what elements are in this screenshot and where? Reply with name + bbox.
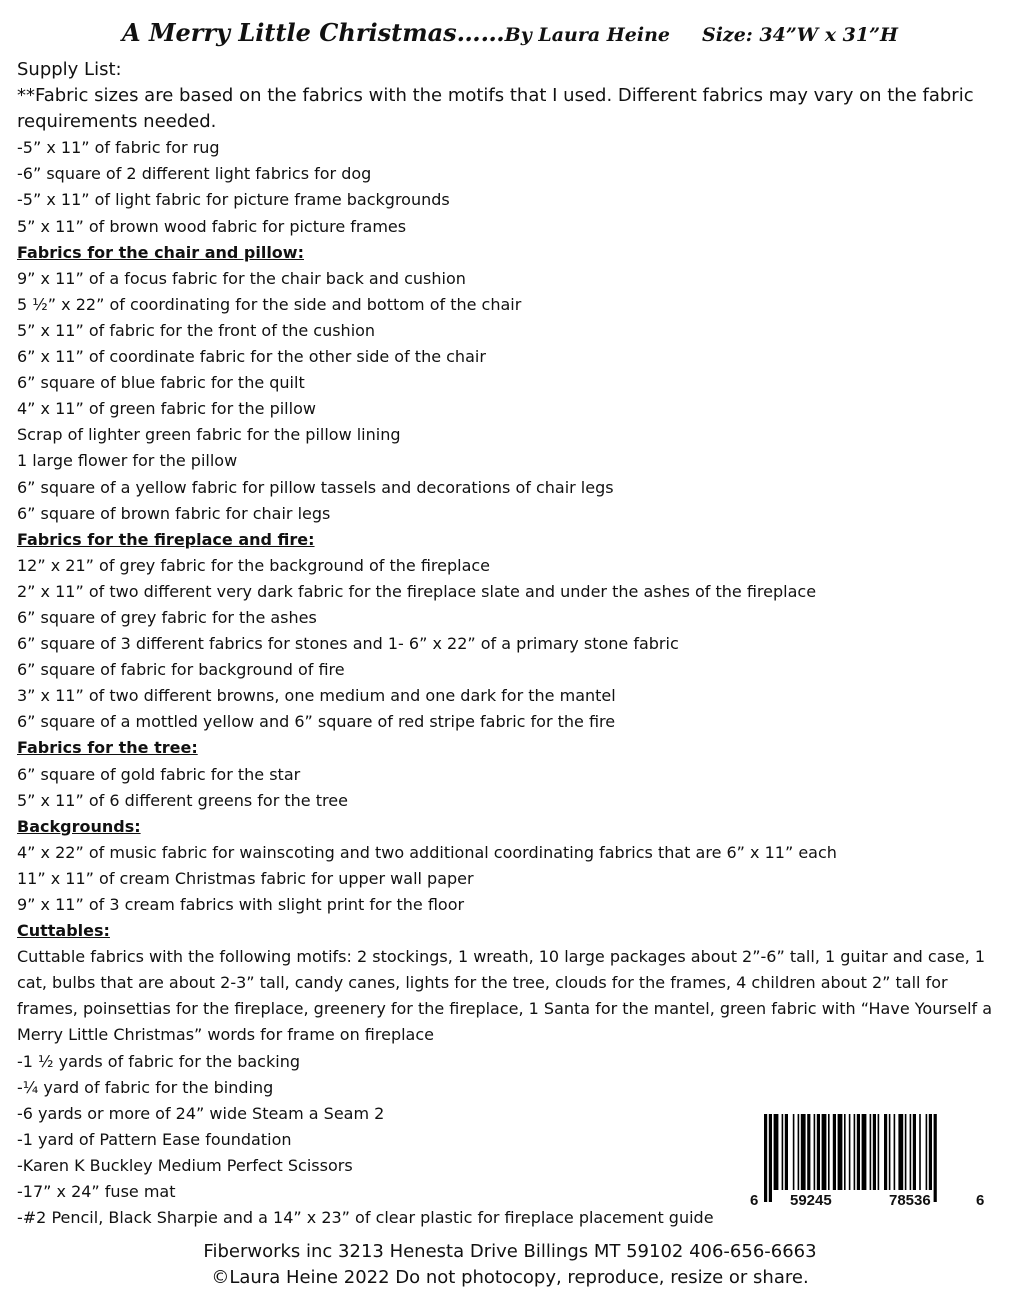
barcode-bar [894, 1114, 896, 1190]
barcode-bar [814, 1114, 816, 1190]
barcode-bar [929, 1114, 932, 1190]
barcode-bar [807, 1114, 810, 1190]
barcode-bar [793, 1114, 795, 1190]
list-item: -17” x 24” fuse mat [17, 1182, 176, 1202]
list-item: 4” x 22” of music fabric for wainscoting and two additional coordinating fabrics that are 6” x 11” each [17, 842, 837, 862]
list-item: 4” x 11” of green fabric for the pillow [17, 399, 316, 419]
barcode-bar [926, 1114, 928, 1190]
barcode-bar [822, 1114, 827, 1190]
barcode-bar [862, 1114, 867, 1190]
general-supplies [17, 135, 1002, 239]
barcode-group-1: 59245 [790, 1192, 832, 1209]
fireplace-supplies [17, 553, 1002, 736]
supply-list-heading: Supply List: [17, 59, 122, 80]
barcode-bar [782, 1114, 784, 1190]
list-item: 3” x 11” of two different browns, one medium and one dark for the mantel [17, 686, 616, 706]
barcode-bar [828, 1114, 830, 1190]
fabric-note: **Fabric sizes are based on the fabrics with the motifs that I used. Different fabrics may vary on the fabric requirements needed. [17, 85, 974, 133]
tree-supplies [17, 762, 1002, 814]
list-item: -5” x 11” of light fabric for picture frame backgrounds [17, 190, 450, 210]
chair-supplies [17, 266, 1002, 527]
list-item: 6” square of a mottled yellow and 6” square of red stripe fabric for the fire [17, 712, 616, 732]
barcode-bar [833, 1114, 836, 1190]
barcode-bar [873, 1114, 876, 1190]
list-item: 1 large flower for the pillow [17, 451, 238, 471]
list-item: -6” square of 2 different light fabrics for dog [17, 164, 372, 184]
barcode-bar [769, 1114, 772, 1202]
barcode-bar [878, 1114, 880, 1190]
list-item: 9” x 11” of a focus fabric for the chair back and cushion [17, 268, 466, 288]
barcode-bar [905, 1114, 907, 1190]
publisher-address: Fiberworks inc 3213 Henesta Drive Billings MT 59102 406-656-6663 [203, 1241, 817, 1262]
list-item: 6” x 11” of coordinate fabric for the other side of the chair [17, 347, 486, 367]
barcode-bar [934, 1114, 937, 1202]
barcode-bar [857, 1114, 860, 1190]
barcode-bar [838, 1114, 843, 1190]
list-item: 6” square of a yellow fabric for pillow tassels and decorations of chair legs [17, 477, 614, 497]
list-item: -6 yards or more of 24” wide Steam a Seam 2 [17, 1103, 385, 1123]
list-item: 5 ½” x 22” of coordinating for the side and bottom of the chair [17, 294, 522, 314]
barcode-bar [910, 1114, 912, 1190]
barcode-right-digit: 6 [976, 1192, 985, 1209]
list-item: 6” square of brown fabric for chair legs [17, 503, 331, 523]
list-item: 11” x 11” of cream Christmas fabric for upper wall paper [17, 868, 474, 888]
list-item: 6” square of gold fabric for the star [17, 764, 301, 784]
section-heading-cuttables: Cuttables: [17, 921, 110, 941]
list-item: 6” square of grey fabric for the ashes [17, 607, 317, 627]
list-item: 5” x 11” of brown wood fabric for picture frames [17, 216, 407, 236]
barcode-bar [854, 1114, 856, 1190]
barcode-bar [785, 1114, 788, 1190]
upc-barcode [748, 1114, 994, 1216]
barcode-bar [919, 1114, 921, 1190]
barcode-bar [913, 1114, 916, 1190]
quilt-size: Size: 34”W x 31”H [701, 24, 898, 46]
list-item: 2” x 11” of two different very dark fabric for the fireplace slate and under the ashes of the fireplace [17, 581, 817, 601]
barcode-bar [870, 1114, 872, 1190]
list-item: -Karen K Buckley Medium Perfect Scissors [17, 1155, 353, 1175]
document-title [0, 14, 1020, 54]
barcode-bar [774, 1114, 779, 1190]
barcode-bar [817, 1114, 820, 1190]
barcode-bars [764, 1114, 976, 1202]
pattern-title: A Merry Little Christmas…… [121, 18, 505, 47]
list-item: -¼ yard of fabric for the binding [17, 1077, 274, 1097]
section-heading-fireplace: Fabrics for the fireplace and fire: [17, 529, 315, 549]
list-item: 6” square of 3 different fabrics for stones and 1- 6” x 22” of a primary stone fabric [17, 634, 679, 654]
barcode-bar [884, 1114, 887, 1190]
background-supplies [17, 840, 1002, 918]
barcode-bar [898, 1114, 903, 1190]
list-item: 5” x 11” of fabric for the front of the cushion [17, 320, 376, 340]
list-item: -5” x 11” of fabric for rug [17, 138, 220, 158]
section-heading-backgrounds: Backgrounds: [17, 816, 141, 836]
list-item: 12” x 21” of grey fabric for the background of the fireplace [17, 555, 491, 575]
list-item: -#2 Pencil, Black Sharpie and a 14” x 23” of clear plastic for fireplace placement guide [17, 1208, 714, 1228]
cuttables-description: Cuttable fabrics with the following motifs: 2 stockings, 1 wreath, 10 large packages about 2”-6” tall, 1 guitar and case, 1 cat, bulbs that are about 2-3” tall, candy canes, lights for the tree, clouds for the frames, 4 children about 2” tall for frames, poinsettias for the fireplace, greenery for the fireplace, 1 Santa for the mantel, green fabric with “Have Yourself a Merry Little Christmas” words for frame on fireplace [17, 947, 993, 1045]
supply-list [17, 57, 1002, 1231]
section-heading-tree: Fabrics for the tree: [17, 738, 198, 758]
list-item: 9” x 11” of 3 cream fabrics with slight print for the floor [17, 895, 465, 914]
list-item: Scrap of lighter green fabric for the pillow lining [17, 425, 401, 445]
barcode-bar [764, 1114, 767, 1202]
barcode-bar [889, 1114, 891, 1190]
barcode-bar [801, 1114, 806, 1190]
list-item: -1 ½ yards of fabric for the backing [17, 1051, 300, 1071]
author-credit: By Laura Heine [504, 24, 670, 46]
list-item: 5” x 11” of 6 different greens for the tree [17, 790, 348, 810]
barcode-group-2: 78536 [889, 1192, 931, 1209]
copyright-notice: ©Laura Heine 2022 Do not photocopy, reproduce, resize or share. [211, 1267, 809, 1288]
barcode-left-digit: 6 [750, 1192, 759, 1209]
list-item: 6” square of blue fabric for the quilt [17, 373, 305, 393]
list-item: 6” square of fabric for background of fire [17, 660, 345, 680]
list-item: -1 yard of Pattern Ease foundation [17, 1129, 292, 1149]
barcode-bar [844, 1114, 846, 1190]
barcode-bar [798, 1114, 800, 1190]
barcode-bar [849, 1114, 851, 1190]
section-heading-chair: Fabrics for the chair and pillow: [17, 242, 304, 262]
